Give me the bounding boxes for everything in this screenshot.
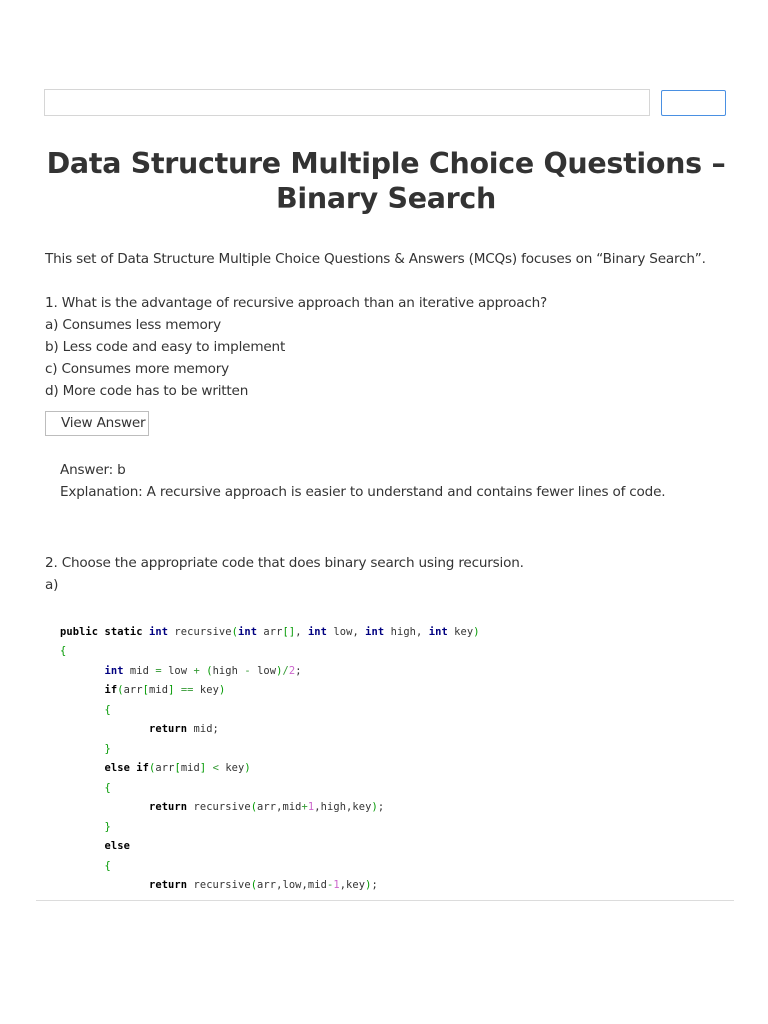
code-line: return mid; [148,723,219,735]
question-2: 2. Choose the appropriate code that does binary search using recursion. [45,555,524,571]
question-1-option-c: c) Consumes more memory [45,361,229,377]
code-line: return recursive(arr,low,mid-1,key); [148,879,378,891]
code-line: else if(arr[mid] < key) [104,762,251,774]
code-line: { [104,860,111,872]
explanation-text: Explanation: A recursive approach is easier to understand and contains fewer lines of code. [60,484,666,500]
code-line: { [104,704,111,716]
question-1: 1. What is the advantage of recursive approach than an iterative approach? [45,295,548,311]
question-1-option-a: a) Consumes less memory [45,317,221,333]
question-1-option-b: b) Less code and easy to implement [45,339,286,355]
code-line: public static int recursive(int arr[], int low, int high, int key) [60,626,480,638]
code-line: } [104,743,111,755]
search-button[interactable] [661,90,726,116]
intro-text: This set of Data Structure Multiple Choice Questions & Answers (MCQs) focuses on “Binary Search”. [45,251,706,267]
code-line: } [104,821,111,833]
page-title: Data Structure Multiple Choice Questions – Binary Search [46,147,726,215]
code-line: int mid = low + (high - low)/2; [104,665,302,677]
answer-text: Answer: b [60,462,126,478]
code-line: { [104,782,111,794]
code-line: return recursive(arr,mid+1,high,key); [148,801,385,813]
view-answer-button[interactable]: View Answer [45,411,149,436]
content-divider [36,900,734,901]
question-1-option-d: d) More code has to be written [45,383,249,399]
search-input[interactable] [44,89,650,116]
question-2-option-a-label: a) [45,577,59,593]
code-line: { [60,645,67,657]
code-line: else [104,840,130,852]
code-line: if(arr[mid] == key) [104,684,226,696]
